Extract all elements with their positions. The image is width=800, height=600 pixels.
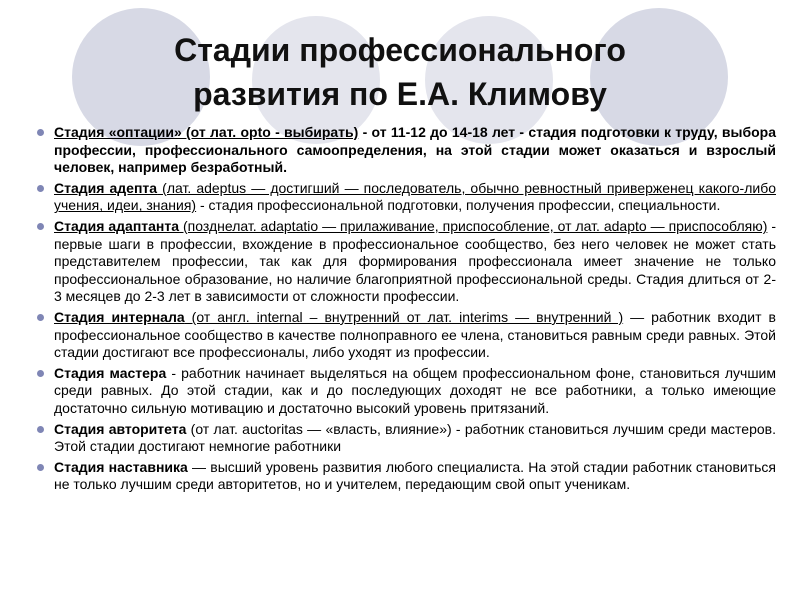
stage-description: - первые шаги в профессии, вхождение в профессиональное сообщество, без него человек не может стать представителем профессии, так как для формирования профессионала имеет значение не только профессиональное образование, но наличие благоприятной профессиональной среды. Стадия длиться от 2-3 месяцев до 2-3 лет в зависимости от сложности профессии. [54, 217, 776, 305]
bullet-icon [37, 223, 44, 230]
list-item-internal [34, 309, 776, 362]
bullet-icon [37, 464, 44, 471]
list-item-authority [34, 421, 776, 456]
stage-heading: Стадия адепта [54, 179, 158, 196]
stage-description: — высший уровень развития любого специалиста. На этой стадии работник становиться не только лучшим среди авторитетов, но и учителем, передающим свой опыт ученикам. [54, 458, 776, 493]
slide-title [0, 28, 800, 116]
stage-heading: Стадия наставника [54, 458, 188, 475]
stage-heading: Стадия интернала [54, 308, 185, 325]
list-item-adept [34, 180, 776, 215]
stage-etymology: (лат. adeptus — достигший — последователь, обычно ревностный приверженец какого-либо учения, идеи, знания) [54, 179, 776, 214]
list-item-optation [34, 124, 776, 177]
bullet-icon [37, 426, 44, 433]
stage-description: — работник входит в профессиональное сообщество в качестве полноправного ее члена, становиться равным среди равных. Этой стадии достигают все профессионалы, либо уходят из профессии. [54, 308, 776, 361]
stage-heading: Стадия мастера [54, 364, 167, 381]
list-item-master [34, 365, 776, 418]
stage-heading: Стадия авторитета [54, 420, 187, 437]
stage-heading: Стадия «оптации» (от лат. opto - выбирать) [54, 124, 359, 140]
stage-description: - стадия профессиональной подготовки, получения профессии, специальности. [196, 197, 721, 214]
stages-list [34, 124, 776, 497]
bullet-icon [37, 185, 44, 192]
stage-description: - работник начинает выделяться на общем профессиональном фоне, становиться лучшим среди равных. До этой стадии, как и до последующих доходят не все работники, а только имеющие достаточно сильную мотивацию и достаточно высокий уровень притязаний. [54, 364, 776, 416]
list-item-adaptant [34, 218, 776, 306]
bullet-icon [37, 314, 44, 321]
stage-heading: Стадия адаптанта [54, 217, 180, 234]
stage-etymology: (позднелат. adaptatio — прилаживание, приспособление, от лат. adapto — приспособляю) [179, 217, 768, 234]
stage-description: - от 11-12 до 14-18 лет - стадия подготовки к труду, выбора профессии, профессионального самоопределения, на этой стадии может оказаться и взрослый человек, например безработный. [54, 124, 776, 176]
bullet-icon [37, 370, 44, 377]
title-line-2: развития по Е.А. Климову [193, 76, 607, 112]
bullet-icon [37, 129, 44, 136]
stage-etymology: (от англ. internal – внутренний от лат. interims — внутренний ) [184, 308, 624, 325]
stage-description: (от лат. auctoritas — «власть, влияние») - работник становиться лучшим среди мастеров. Этой стадии достигают немногие работники [54, 420, 776, 455]
title-line-1: Стадии профессионального [174, 32, 626, 68]
list-item-mentor [34, 459, 776, 494]
